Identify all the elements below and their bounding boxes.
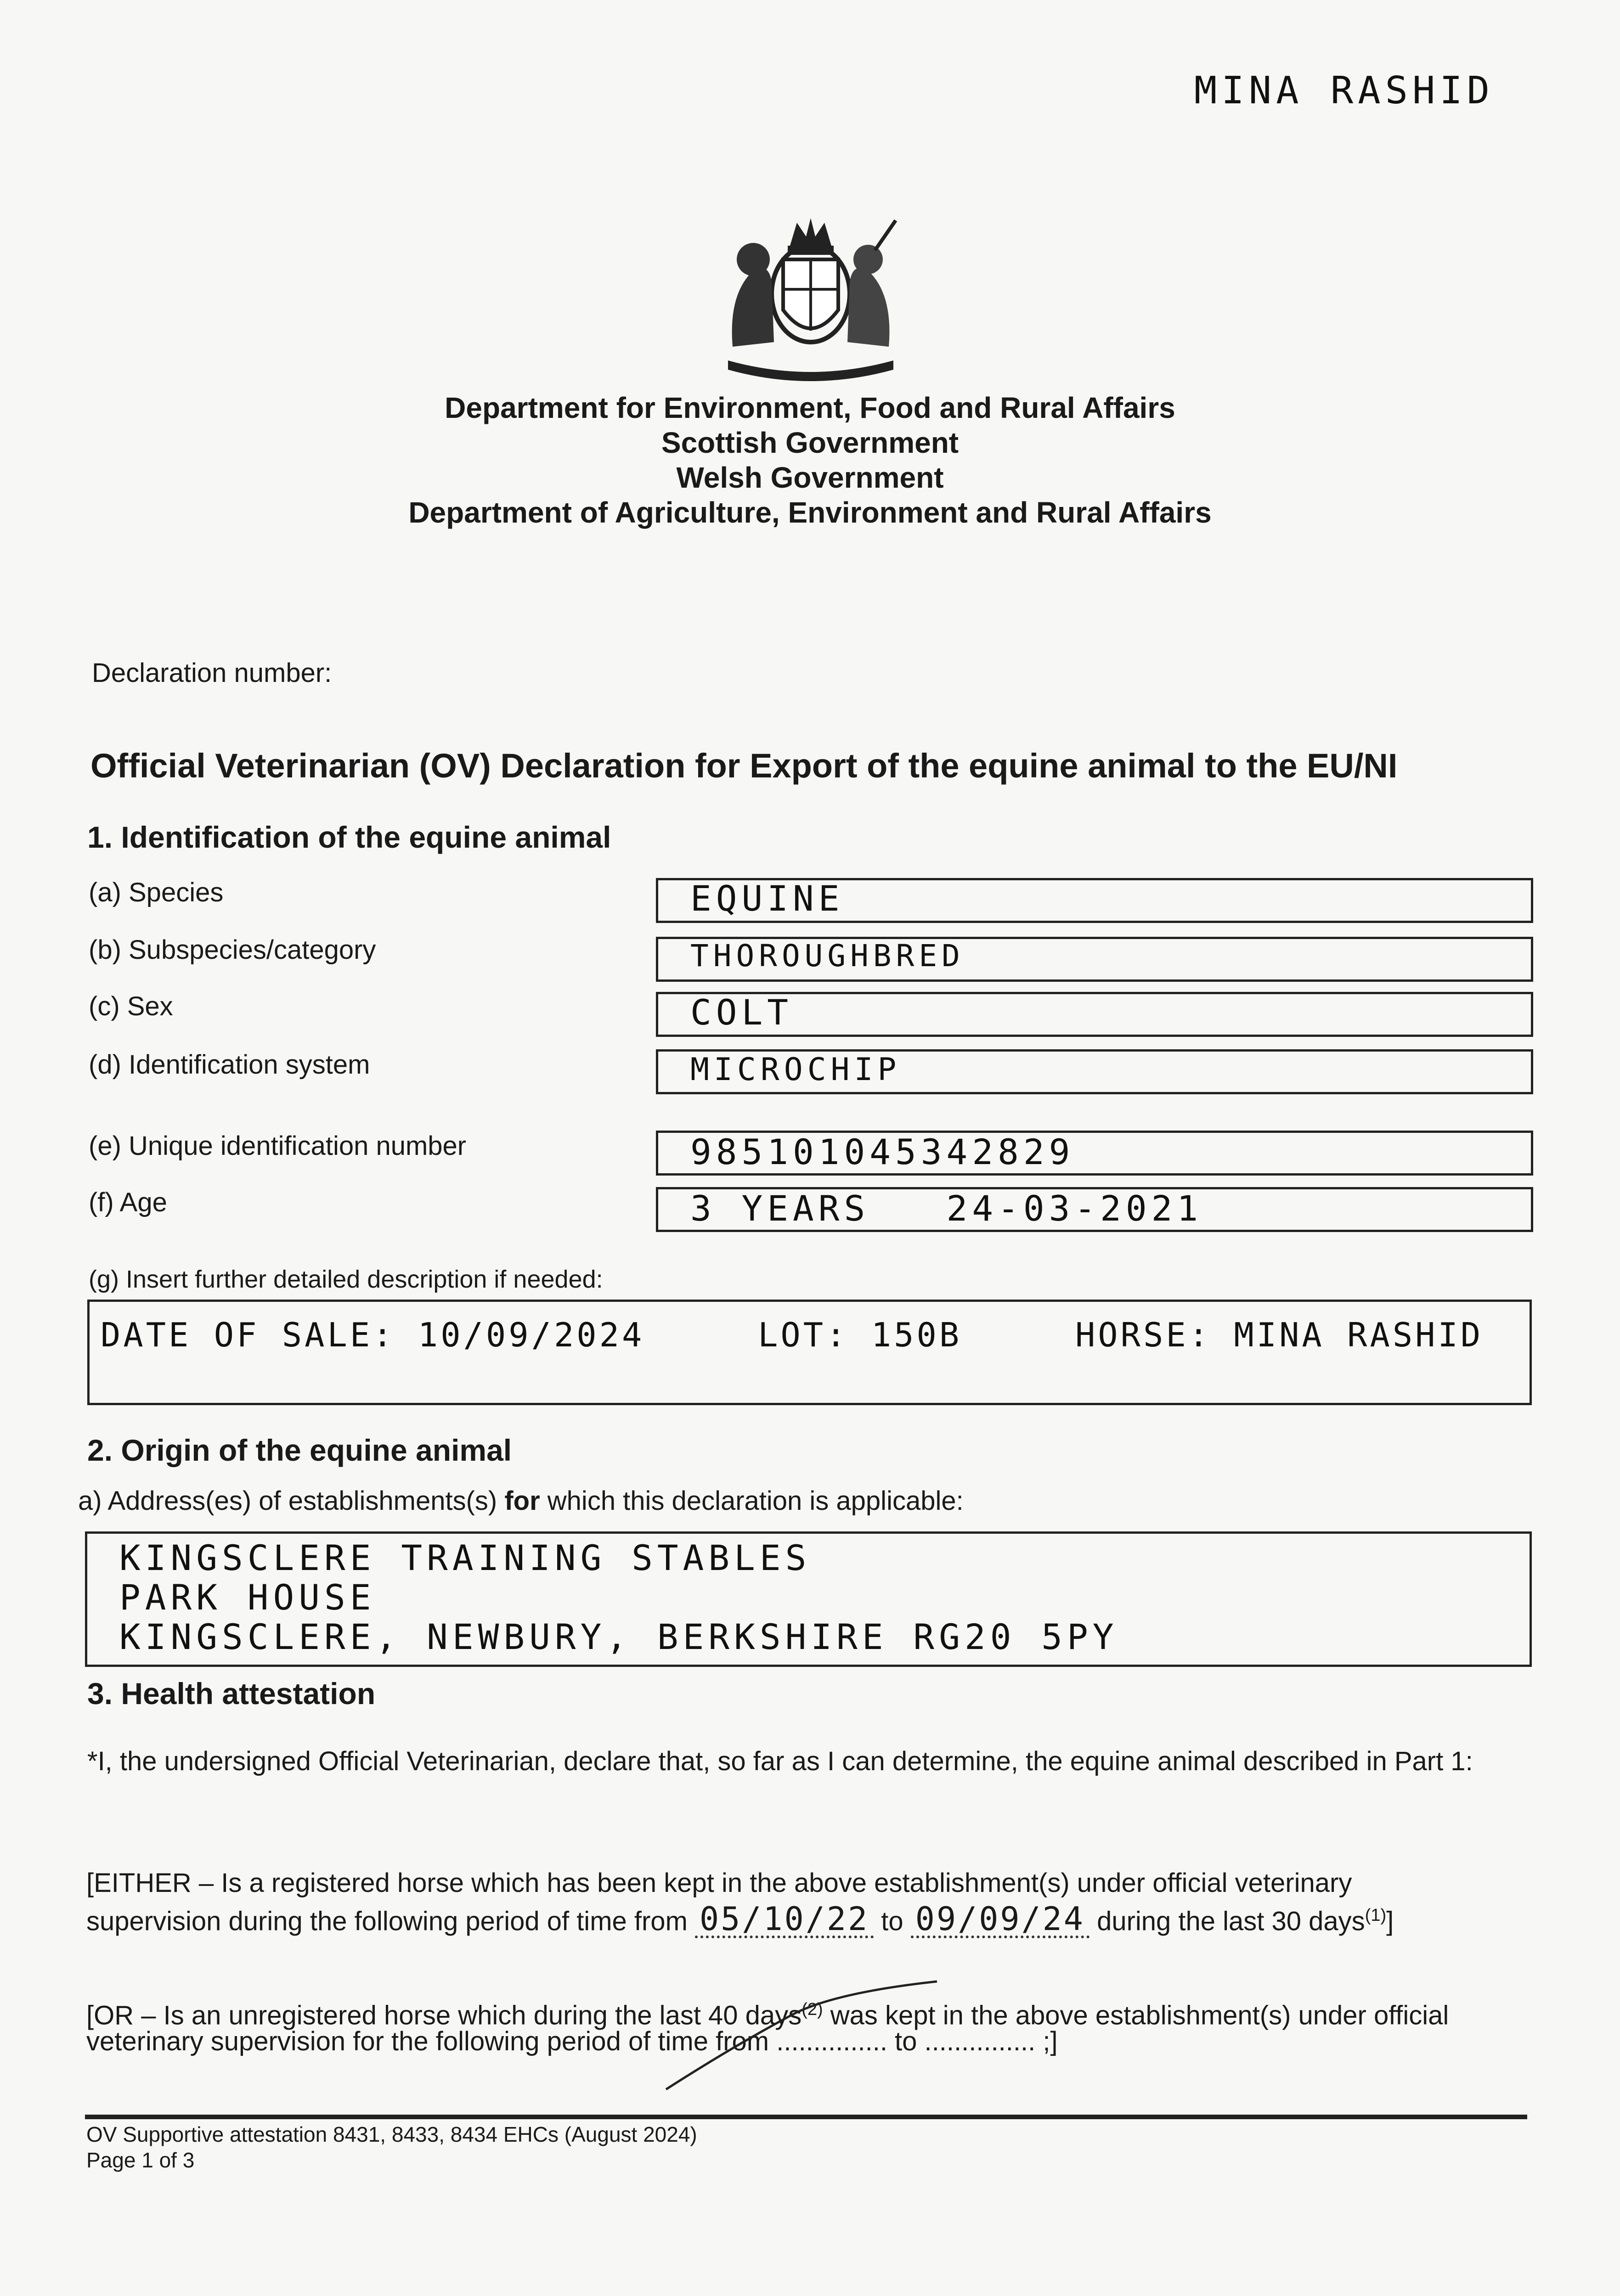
unique-id-field [656, 1131, 1533, 1176]
species-field [656, 878, 1533, 923]
health-attestation-intro: *I, the undersigned Official Veterinarian, declare that, so far as I can determine, the equine animal described in Part 1: [87, 1746, 1473, 1776]
declaration-number-label: Declaration number: [92, 658, 332, 688]
or-line-1-end: was kept in the above establishment(s) under official [823, 2000, 1449, 2031]
identification-system-label: (d) Identification system [89, 1050, 370, 1080]
either-footnote-ref: (1) [1365, 1906, 1387, 1925]
either-line-2-end: during the last 30 days [1097, 1906, 1365, 1936]
royal-crest [714, 209, 907, 383]
species-value: EQUINE [690, 878, 844, 919]
footer-attestation: OV Supportive attestation 8431, 8433, 8434 EHCs (August 2024) [86, 2122, 697, 2146]
department-scottish-government: Scottish Government [661, 426, 959, 459]
section1-heading: 1. Identification of the equine animal [87, 820, 611, 854]
subspecies-label: (b) Subspecies/category [89, 935, 376, 965]
age-field [656, 1187, 1533, 1232]
species-label: (a) Species [89, 878, 224, 907]
address-line-1: KINGSCLERE TRAINING STABLES [119, 1537, 811, 1578]
either-line-2 [86, 1899, 1394, 1938]
address-label-end: which this declaration is applicable: [540, 1486, 964, 1516]
address-line-3: KINGSCLERE, NEWBURY, BERKSHIRE RG20 5PY [119, 1616, 1118, 1657]
either-to-date: 09/09/24 [911, 1902, 1089, 1938]
section3-heading: 3. Health attestation [87, 1677, 376, 1711]
sex-field [656, 992, 1533, 1037]
address-line-2: PARK HOUSE [119, 1577, 376, 1618]
further-description-value: DATE OF SALE: 10/09/2024 LOT: 150B HORSE: MINA RASHID [101, 1316, 1484, 1354]
sex-value: COLT [690, 992, 793, 1033]
further-description-field [87, 1300, 1532, 1405]
further-description-label: (g) Insert further detailed description if needed: [89, 1266, 603, 1293]
either-line-1: [EITHER – Is a registered horse which has been kept in the above establishment(s) under official veterinary [86, 1868, 1352, 1898]
sex-label: (c) Sex [89, 991, 173, 1021]
unique-id-value: 985101045342829 [690, 1131, 1075, 1172]
age-value: 3 YEARS 24-03-2021 [690, 1188, 1203, 1229]
address-label-start: a) Address(es) of establishments(s) [78, 1486, 505, 1516]
unique-id-label: (e) Unique identification number [89, 1131, 467, 1161]
subspecies-field [656, 937, 1533, 982]
department-daera: Department of Agriculture, Environment and Rural Affairs [408, 496, 1212, 529]
either-to-word: to [881, 1906, 903, 1936]
page-title: Official Veterinarian (OV) Declaration for Export of the equine animal to the EU/NI [90, 747, 1398, 785]
or-footnote-ref: (2) [802, 2000, 823, 2019]
department-defra: Department for Environment, Food and Rural Affairs [445, 391, 1175, 424]
address-label-bold: for [504, 1486, 540, 1516]
footer-rule [85, 2115, 1527, 2119]
either-from-date: 05/10/22 [695, 1902, 874, 1938]
address-field [85, 1531, 1532, 1667]
section2-heading: 2. Origin of the equine animal [87, 1433, 512, 1467]
either-close-bracket: ] [1386, 1906, 1394, 1936]
subspecies-value: THOROUGHBRED [690, 938, 965, 974]
strike-through-mark [638, 1975, 969, 2094]
either-line-2-start: supervision during the following period of time from [86, 1906, 688, 1936]
handwritten-name-annotation: MINA RASHID [1194, 69, 1495, 113]
footer-page-number: Page 1 of 3 [86, 2148, 195, 2172]
or-line-1-start: [OR – Is an unregistered horse which during the last 40 days [86, 2000, 802, 2031]
or-line-2: veterinary supervision for the following period of time from ............... to ............... ;] [86, 2026, 1058, 2056]
identification-system-field [656, 1049, 1533, 1094]
address-label [78, 1486, 964, 1516]
age-label: (f) Age [89, 1187, 167, 1217]
identification-system-value: MICROCHIP [690, 1052, 901, 1088]
department-welsh-government: Welsh Government [676, 461, 944, 494]
